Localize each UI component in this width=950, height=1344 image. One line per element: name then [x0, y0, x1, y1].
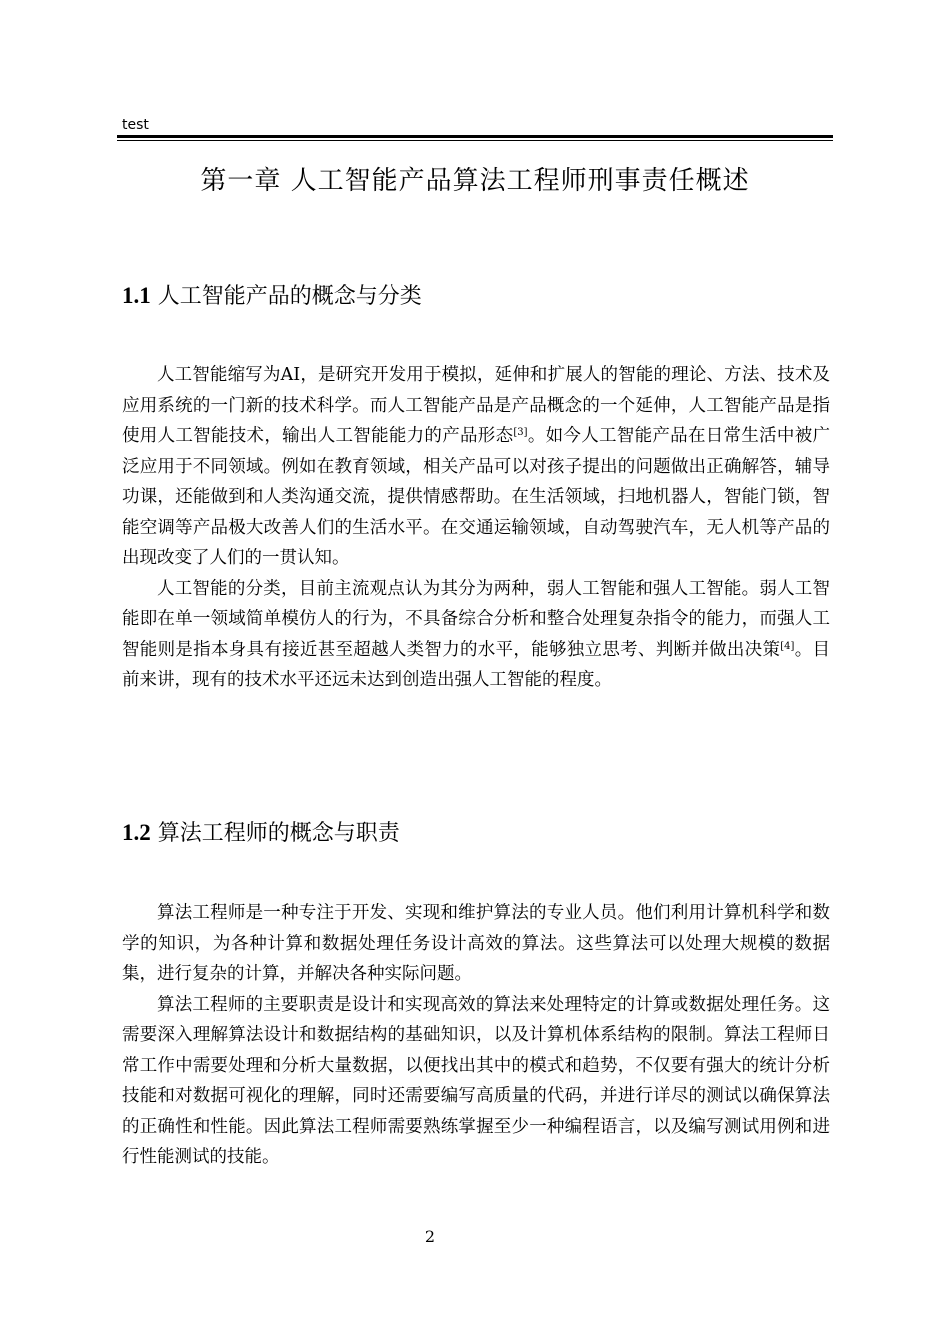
paragraph [122, 360, 830, 574]
header-rule-thick [117, 135, 833, 138]
paragraph-text: 。目前来讲，现有的技术水平还远未达到创造出强人工智能的程度。 [122, 639, 831, 690]
paragraph-text: 算法工程师是一种专注于开发、实现和维护算法的专业人员。他们利用计算机科学和数学的知识，为各种计算和数据处理任务设计高效的算法。这些算法可以处理大规模的数据集，进行复杂的计算，并解决各种实际问题。 [122, 903, 830, 984]
section-number: 1.1 [122, 283, 151, 308]
chapter-title: 第一章 人工智能产品算法工程师刑事责任概述 [200, 166, 750, 196]
paragraph-text: 人工智能缩写为AI，是研究开发用于模拟，延伸和扩展人的智能的理论、方法、技术及应用系统的一门新的技术科学。而人工智能产品是产品概念的一个延伸，人工智能产品是指使用人工智能技术，输出人工智能能力的产品形态 [122, 365, 830, 446]
paragraph-text: 人工智能的分类，目前主流观点认为其分为两种，弱人工智能和强人工智能。弱人工智能即在单一领域简单模仿人的行为，不具备综合分析和整合处理复杂指令的能力，而强人工智能则是指本身具有接近甚至超越人类智力的水平，能够独立思考、判断并做出决策 [122, 578, 830, 660]
citation-marker: [3] [513, 427, 528, 438]
section-number: 1.2 [122, 820, 151, 845]
paragraph-text: 。如今人工智能产品在日常生活中被广泛应用于不同领域。例如在教育领域，相关产品可以对孩子提出的问题做出正确解答，辅导功课，还能做到和人类沟通交流，提供情感帮助。在生活领域，扫地机器人，智能门锁，智能空调等产品极大改善人们的生活水平。在交通运输领域，自动驾驶汽车，无人机等产品的出现改变了人们的一贯认知。 [122, 426, 830, 568]
paragraph-text: 算法工程师的主要职责是设计和实现高效的算法来处理特定的计算或数据处理任务。这需要深入理解算法设计和数据结构的基础知识，以及计算机体系结构的限制。算法工程师日常工作中需要处理和分析大量数据，以便找出其中的模式和趋势，不仅要有强大的统计分析技能和对数据可视化的理解，同时还需要编写高质量的代码，并进行详尽的测试以确保算法的正确性和性能。因此算法工程师需要熟练掌握至少一种编程语言，以及编写测试用例和进行性能测试的技能。 [122, 994, 830, 1167]
section-title-text: 人工智能产品的概念与分类 [157, 284, 422, 309]
section-1-2-body [122, 898, 830, 1173]
page-number: 2 [424, 1227, 436, 1246]
section-1-1-body [122, 360, 830, 696]
section-heading-1-2 [122, 818, 400, 849]
section-heading-1-1 [122, 281, 422, 312]
citation-marker: [4] [780, 640, 795, 652]
paragraph [122, 990, 830, 1173]
running-header: test [122, 117, 149, 133]
header-double-rule [117, 135, 833, 142]
section-title-text: 算法工程师的概念与职责 [157, 821, 400, 846]
header-rule-thin [117, 140, 833, 141]
paragraph [122, 898, 830, 990]
paragraph [122, 574, 830, 696]
